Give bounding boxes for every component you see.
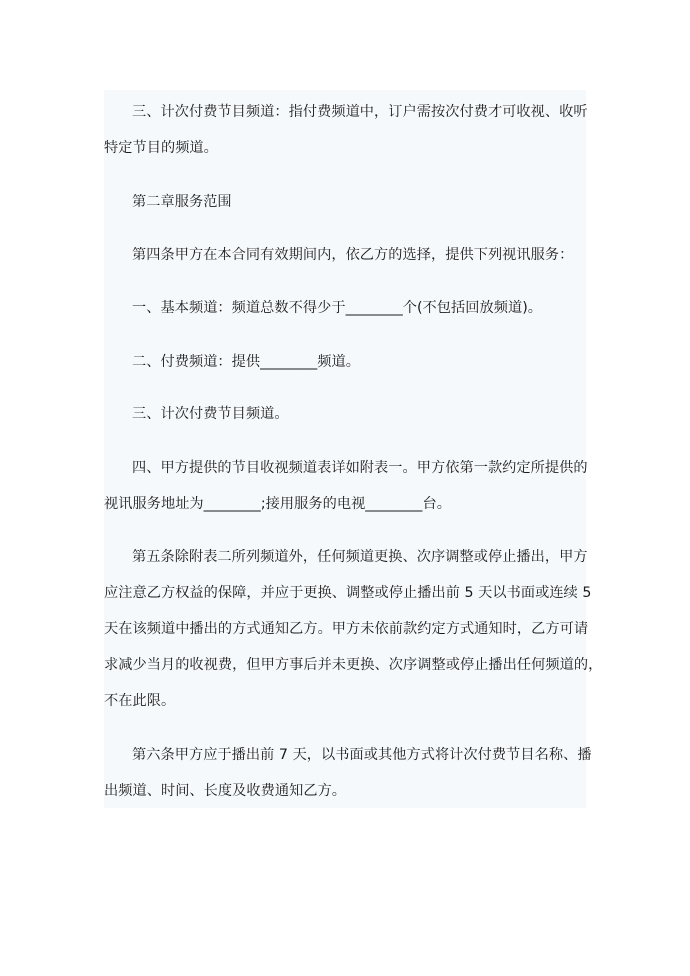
paragraph-paid-channels [104,344,586,380]
paragraph-line: 出频道、时间、长度及收费通知乙方。 [104,783,347,799]
paragraph-pay-per-view-channels [104,396,586,432]
document-body [104,90,603,808]
paragraph-line: 视讯服务地址为________;接用服务的电视________台。 [104,496,451,512]
paragraph-line: 二、付费频道：提供________频道。 [132,354,361,370]
paragraph-line: 第四条甲方在本合同有效期间内，依乙方的选择，提供下列视讯服务： [132,247,574,263]
paragraph-line: 第六条甲方应于播出前 7 天，以书面或其他方式将计次付费节目名称、播 [132,747,592,763]
paragraph-line: 求减少当月的收视费，但甲方事后并未更换、次序调整或停止播出任何频道的， [104,657,603,673]
paragraph-channel-list [104,450,586,522]
paragraph-article-6 [104,737,592,809]
paragraph-line: 应注意乙方权益的保障，并应于更换、调整或停止播出前 5 天以书面或连续 5 [104,585,592,601]
paragraph-line: 三、计次付费节目频道。 [132,406,289,422]
paragraph-line: 特定节目的频道。 [104,140,218,156]
paragraph-line: 不在此限。 [104,693,176,709]
chapter-title: 第二章服务范围 [132,194,232,210]
paragraph-line: 三、计次付费节目频道：指付费频道中，订户需按次付费才可收视、收听 [132,104,588,120]
paragraph-line: 四、甲方提供的节目收视频道表详如附表一。甲方依第一款约定所提供的 [132,460,588,476]
paragraph-pay-per-view-definition [104,94,586,166]
paragraph-line: 天在该频道中播出的方式通知乙方。甲方未依前款约定方式通知时，乙方可请 [104,621,589,637]
paragraph-line: 一、基本频道：频道总数不得少于________个(不包括回放频道)。 [132,300,543,316]
paragraph-basic-channels [104,290,586,326]
paragraph-article-5 [104,539,603,719]
paragraph-article-4 [104,237,586,273]
paragraph-line: 第五条除附表二所列频道外，任何频道更换、次序调整或停止播出，甲方 [132,549,588,565]
chapter-heading [104,184,586,220]
